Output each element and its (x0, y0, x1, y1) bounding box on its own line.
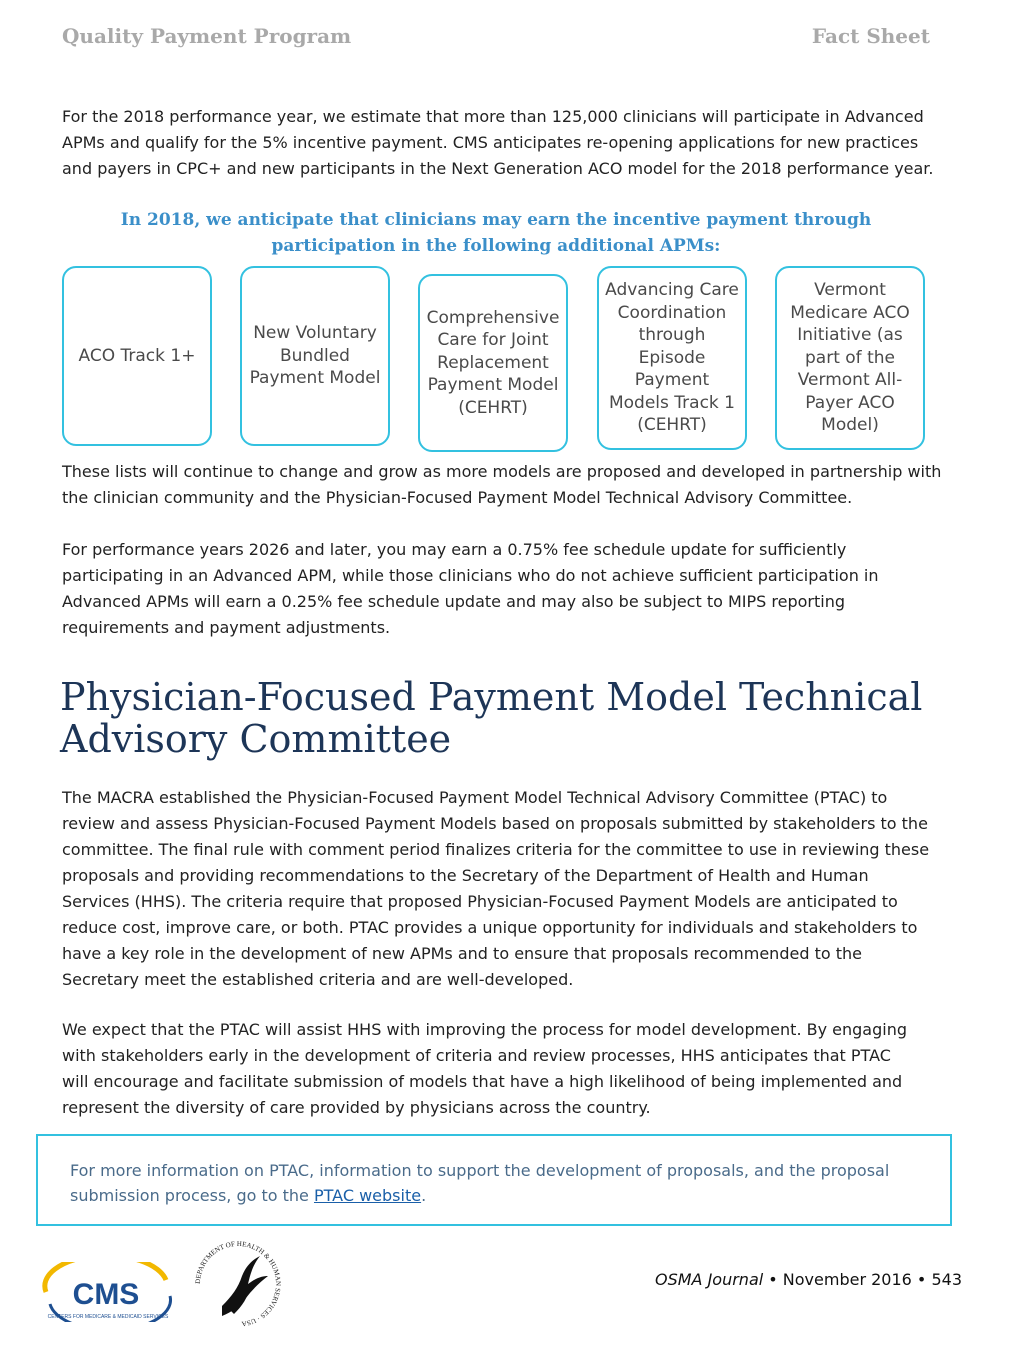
info-text (70, 1158, 910, 1208)
program-name: Quality Payment Program (62, 24, 352, 48)
doc-type: Fact Sheet (811, 24, 930, 48)
paragraph-2026-update: For performance years 2026 and later, you may earn a 0.75% fee schedule update for sufficiently participating in an Advanced APM, while those clinicians who do not achieve sufficient participation in Advanced APMs will earn a 0.25% fee schedule update and may also be subject to MIPS reporting requirements and payment adjustments. (62, 540, 879, 637)
apm-box-row (62, 266, 930, 450)
ptac-website-link[interactable]: PTAC website (313, 1186, 422, 1205)
cms-logo (40, 1262, 176, 1322)
apm-box-joint-replacement: Comprehensive Care for Joint Replacement Payment Model (CEHRT) (418, 274, 568, 452)
info-callout-box (36, 1134, 952, 1226)
apm-box-bundled-payment: New Voluntary Bundled Payment Model (240, 266, 390, 446)
cms-logo-text: CMS (72, 1278, 140, 1311)
page-header (62, 24, 930, 48)
apm-callout-heading: In 2018, we anticipate that clinicians may earn the incentive payment through participation in the following additional APMs: (120, 210, 872, 256)
page-footer (655, 1270, 962, 1289)
footer-sep-2: • (911, 1270, 932, 1289)
apm-box-episode-payment: Advancing Care Coordination through Episode Payment Models Track 1 (CEHRT) (597, 266, 747, 450)
hhs-seal-ring-text: DEPARTMENT OF HEALTH & HUMAN SERVICES · USA (193, 1239, 283, 1328)
paragraph-macra-ptac: The MACRA established the Physician-Focused Payment Model Technical Advisory Committee (PTAC) to review and assess Physician-Focused Payment Models based on proposals submitted by stakeholders to the committee. The final rule with comment period finalizes criteria for the committee to use in reviewing these proposals and providing recommendations to the Secretary of the Department of Health and Human Services (HHS). The criteria require that proposed Physician-Focused Payment Models are anticipated to reduce cost, improve care, or both. PTAC provides a unique opportunity for individuals and stakeholders to have a key role in the development of new APMs and to ensure that proposals recommended to the Secretary meet the established criteria and are well-developed. (62, 788, 930, 989)
cms-logo-subtitle: CENTERS FOR MEDICARE & MEDICAID SERVICES (47, 1314, 169, 1320)
hhs-seal-logo (190, 1236, 286, 1332)
footer-page-number: 543 (931, 1270, 962, 1289)
footer-date: November 2016 (782, 1270, 912, 1289)
paragraph-2018-estimate: For the 2018 performance year, we estimate that more than 125,000 clinicians will participate in Advanced APMs and qualify for the 5% incentive payment. CMS anticipates re-opening applications for new practices and payers in CPC+ and new participants in the Next Generation ACO model for the 2018 performance year. (62, 107, 934, 178)
apm-box-vermont-aco: Vermont Medicare ACO Initiative (as part of the Vermont All-Payer ACO Model) (775, 266, 925, 450)
paragraph-ptac-assist: We expect that the PTAC will assist HHS with improving the process for model development. By engaging with stakeholders early in the development of criteria and review processes, HHS anticipates that PTAC will encourage and facilitate submission of models that have a high likelihood of being implemented and represent the diversity of care provided by physicians across the country. (62, 1020, 907, 1117)
apm-box-aco-track: ACO Track 1+ (62, 266, 212, 446)
info-text-before: For more information on PTAC, information to support the development of proposals, and the proposal submission process, go to the (70, 1161, 890, 1205)
svg-text:DEPARTMENT OF HEALTH & HUMAN S (194, 1240, 282, 1328)
footer-sep-1: • (763, 1270, 783, 1289)
paragraph-lists-change: These lists will continue to change and grow as more models are proposed and developed in partnership with the clinician community and the Physician-Focused Payment Model Technical Advisory Committee. (62, 462, 942, 507)
section-title-ptac: Physician-Focused Payment Model Technical Advisory Committee (60, 675, 923, 761)
footer-journal: OSMA Journal (654, 1270, 764, 1289)
info-text-after: . (421, 1186, 427, 1205)
